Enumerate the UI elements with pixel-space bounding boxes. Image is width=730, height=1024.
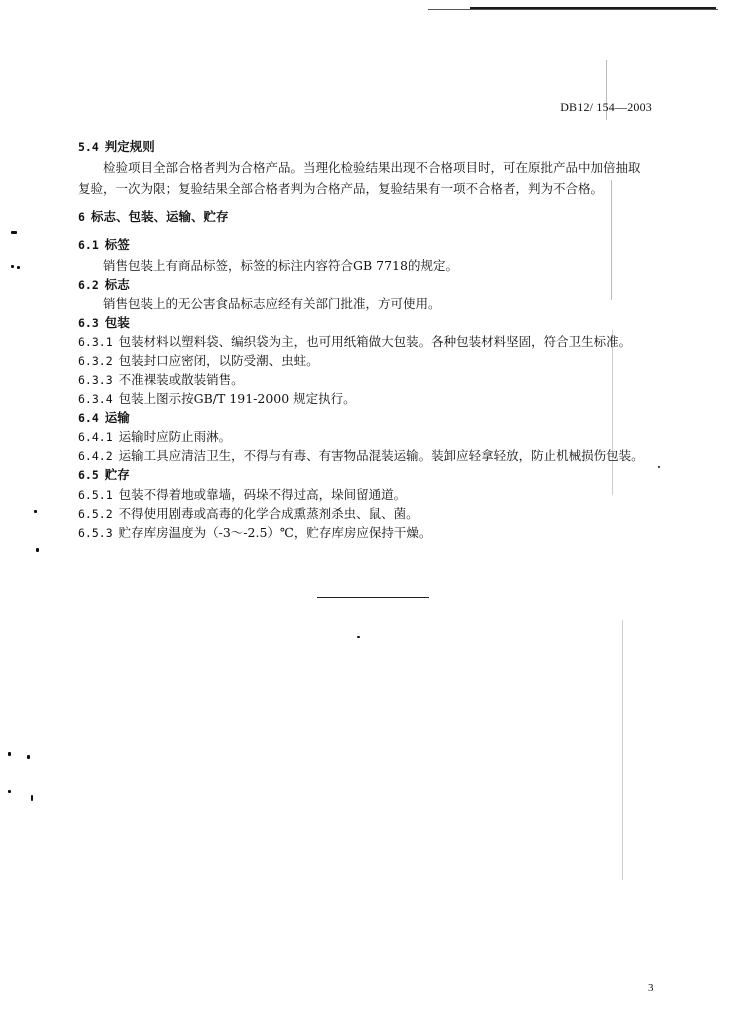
top-border-thin-mark	[428, 9, 718, 10]
page-number: 3	[648, 982, 654, 994]
clause-number: 6.3.1	[78, 335, 113, 349]
scan-speck	[27, 755, 30, 759]
clause-line	[78, 506, 419, 522]
clause-number: 6.5.3	[78, 526, 113, 540]
clause-text: 不得使用剧毒或高毒的化学合成熏蒸剂杀虫、鼠、菌。	[118, 506, 419, 521]
scan-speck	[11, 265, 14, 268]
paragraph-line: 销售包装上有商品标签，标签的标注内容符合GB 7718的规定。	[103, 258, 458, 273]
scan-line-mark	[622, 620, 623, 880]
scan-speck	[17, 266, 20, 269]
section-number: 6.4	[78, 411, 99, 425]
scan-speck	[8, 752, 11, 756]
clause-line	[78, 429, 231, 445]
clause-text: 运输时应防止雨淋。	[118, 429, 232, 444]
scan-speck	[658, 466, 660, 468]
clause-text: 包装材料以塑料袋、编织袋为主，也可用纸箱做大包装。各种包装材料坚固，符合卫生标准。	[118, 334, 632, 349]
chapter-number: 6	[78, 210, 85, 224]
clause-line	[78, 372, 244, 388]
scan-line-mark	[612, 330, 613, 495]
section-title: 包装	[104, 315, 130, 330]
section-number: 6.5	[78, 468, 99, 482]
section-heading-6-5	[78, 467, 130, 483]
section-number: 5.4	[78, 140, 99, 154]
scan-speck	[11, 231, 17, 234]
scan-speck	[31, 795, 33, 801]
section-number: 6.2	[78, 278, 99, 292]
section-title: 标志	[104, 277, 130, 292]
paragraph-line: 检验项目全部合格者判为合格产品。当理化检验结果出现不合格项目时，可在原批产品中加倍抽取	[103, 160, 641, 175]
clause-text: 运输工具应清洁卫生，不得与有毒、有害物品混装运输。装卸应轻拿轻放，防止机械损伤包装。	[118, 448, 644, 463]
clause-number: 6.5.1	[78, 488, 113, 502]
clause-text: 不准裸装或散装销售。	[118, 372, 244, 387]
paragraph-line: 销售包装上的无公害食品标志应经有关部门批准，方可使用。	[103, 296, 441, 311]
clause-line	[78, 448, 644, 464]
clause-number: 6.3.4	[78, 392, 113, 406]
paragraph-line: 复验，一次为限；复验结果全部合格者判为合格产品，复验结果有一项不合格者，判为不合格。	[78, 181, 604, 196]
clause-text: 贮存库房温度为（-3～-2.5）℃，贮存库房应保持干燥。	[118, 525, 432, 540]
clause-number: 6.3.3	[78, 373, 113, 387]
section-heading-5-4	[78, 139, 155, 155]
section-number: 6.1	[78, 238, 99, 252]
standard-code: DB12/ 154—2003	[560, 100, 652, 114]
clause-text: 包装不得着地或靠墙，码垛不得过高，垛间留通道。	[118, 487, 407, 502]
end-of-text-rule	[317, 597, 429, 598]
scan-speck	[357, 636, 360, 638]
clause-number: 6.5.2	[78, 507, 113, 521]
scan-speck	[36, 548, 39, 552]
scan-speck	[34, 510, 37, 513]
section-heading-6-1	[78, 237, 130, 253]
clause-line	[78, 487, 406, 503]
clause-line	[78, 353, 319, 369]
clause-line	[78, 525, 431, 541]
clause-text: 包装封口应密闭，以防受潮、虫蛀。	[118, 353, 319, 368]
scan-speck	[8, 790, 11, 793]
section-heading-6-3	[78, 315, 130, 331]
clause-number: 6.4.1	[78, 430, 113, 444]
section-title: 标签	[104, 237, 130, 252]
scan-line-mark	[611, 180, 612, 300]
section-heading-6-2	[78, 277, 130, 293]
clause-line	[78, 334, 631, 350]
section-title: 判定规则	[104, 139, 155, 154]
clause-text: 包装上图示按GB/T 191-2000 规定执行。	[118, 391, 356, 406]
section-heading-6-4	[78, 410, 130, 426]
section-title: 运输	[104, 410, 130, 425]
chapter-title: 标志、包装、运输、贮存	[90, 209, 229, 224]
section-title: 贮存	[104, 467, 130, 482]
clause-line	[78, 391, 356, 407]
clause-number: 6.4.2	[78, 449, 113, 463]
section-number: 6.3	[78, 316, 99, 330]
chapter-heading-6	[78, 209, 228, 225]
clause-number: 6.3.2	[78, 354, 113, 368]
